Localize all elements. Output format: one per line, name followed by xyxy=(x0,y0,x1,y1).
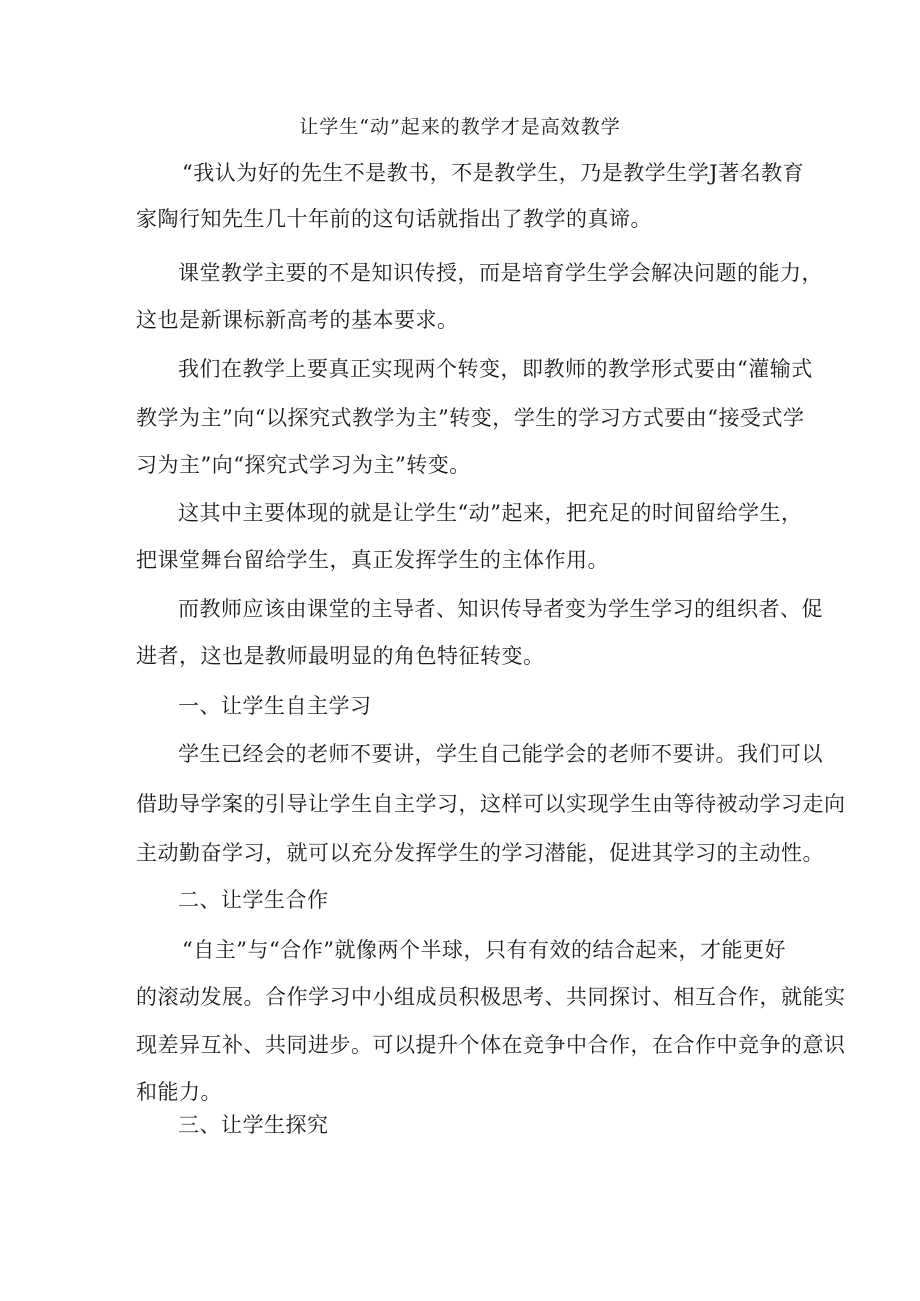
paragraph-1-line-2: 家陶行知先生几十年前的这句话就指出了教学的真谛。 xyxy=(136,207,652,231)
paragraph-4-line-1: 这其中主要体现的就是让学生“动”起来，把充足的时间留给学生， xyxy=(178,501,803,525)
paragraph-3-line-1: 我们在教学上要真正实现两个转变，即教师的教学形式要由“灌输式 xyxy=(178,357,813,381)
paragraph-6-line-2: 借助导学案的引导让学生自主学习，这样可以实现学生由等待被动学习走向 xyxy=(136,792,846,816)
paragraph-7-line-3: 现差异互补、共同进步。可以提升个体在竞争中合作，在合作中竞争的意识 xyxy=(136,1033,846,1057)
paragraph-3-line-3: 习为主”向“探究式学习为主”转变。 xyxy=(136,453,471,477)
section-heading-3: 三、让学生探究 xyxy=(178,1113,329,1137)
paragraph-2-line-2: 这也是新课标新高考的基本要求。 xyxy=(136,308,459,332)
document-title: 让学生“动”起来的教学才是高效教学 xyxy=(299,116,621,138)
paragraph-5-line-2: 进者，这也是教师最明显的角色特征转变。 xyxy=(136,644,545,668)
section-heading-1: 一、让学生自主学习 xyxy=(178,694,372,718)
paragraph-5-line-1: 而教师应该由课堂的主导者、知识传导者变为学生学习的组织者、促 xyxy=(178,597,823,621)
paragraph-6-line-3: 主动勤奋学习，就可以充分发挥学生的学习潜能，促进其学习的主动性。 xyxy=(136,841,824,865)
paragraph-7-line-2: 的滚动发展。合作学习中小组成员积极思考、共同探讨、相互合作，就能实 xyxy=(136,985,846,1009)
paragraph-1-line-1: “我认为好的先生不是教书，不是教学生，乃是教学生学J著名教育 xyxy=(182,161,805,185)
paragraph-6-line-1: 学生已经会的老师不要讲，学生自己能学会的老师不要讲。我们可以 xyxy=(178,742,823,766)
paragraph-2-line-1: 课堂教学主要的不是知识传授，而是培育学生学会解决问题的能力， xyxy=(178,261,823,285)
paragraph-3-line-2: 教学为主”向“以探究式教学为主”转变，学生的学习方式要由“接受式学 xyxy=(136,406,805,430)
paragraph-7-line-4: 和能力。 xyxy=(136,1080,222,1104)
section-heading-2: 二、让学生合作 xyxy=(178,888,329,912)
paragraph-4-line-2: 把课堂舞台留给学生，真正发挥学生的主体作用。 xyxy=(136,548,609,572)
paragraph-7-line-1: “自主”与“合作”就像两个半球，只有有效的结合起来，才能更好 xyxy=(182,938,786,962)
